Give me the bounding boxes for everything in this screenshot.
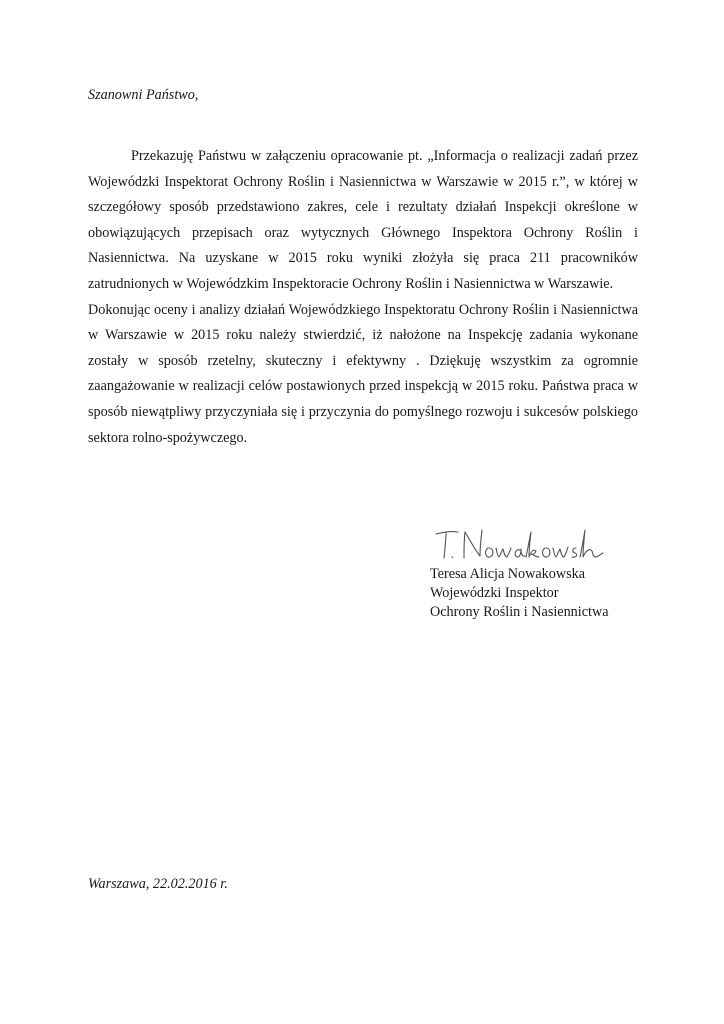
paragraph-2: Dokonując oceny i analizy działań Wojewódzkiego Inspektoratu Ochrony Roślin i Nasiennictwa w Warszawie w 2015 roku należy stwierdzić, iż nałożone na Inspekcję zadania wykonane zostały w sposób rzetelny, skuteczny i efektywny . Dziękuję wszystkim za ogromnie zaangażowanie w realizacji celów postawionych przed inspekcją w 2015 roku. Państwa praca w sposób niewątpliwy przyczyniała się i przyczynia do pomyślnego rozwoju i sukcesów polskiego sektora rolno-spożywczego. [88,301,638,446]
signature-image [430,520,610,564]
signer-details [430,565,609,622]
salutation: Szanowni Państwo, [88,87,199,103]
paragraph-1: Przekazuję Państwu w załączeniu opracowanie pt. „Informacja o realizacji zadań przez Wojewódzki Inspektorat Ochrony Roślin i Nasiennictwa w Warszawie w 2015 r.”, w której w szczegółowy sposób przedstawiono zakres, cele i rezultaty działań Inspekcji określone w obowiązujących przepisach oraz wytycznych Głównego Inspektora Ochrony Roślin i Nasiennictwa. Na uzyskane w 2015 roku wyniki złożyła się praca 211 pracowników zatrudnionych w Wojewódzkim Inspektoracie Ochrony Roślin i Nasiennictwa w Warszawie. [88,148,638,292]
letter-body [88,144,638,451]
signer-institution: Ochrony Roślin i Nasiennictwa [430,604,609,620]
place-and-date: Warszawa, 22.02.2016 r. [88,876,228,892]
handwritten-signature [430,520,610,564]
signer-position: Wojewódzki Inspektor [430,585,559,601]
signer-name: Teresa Alicja Nowakowska [430,566,586,582]
